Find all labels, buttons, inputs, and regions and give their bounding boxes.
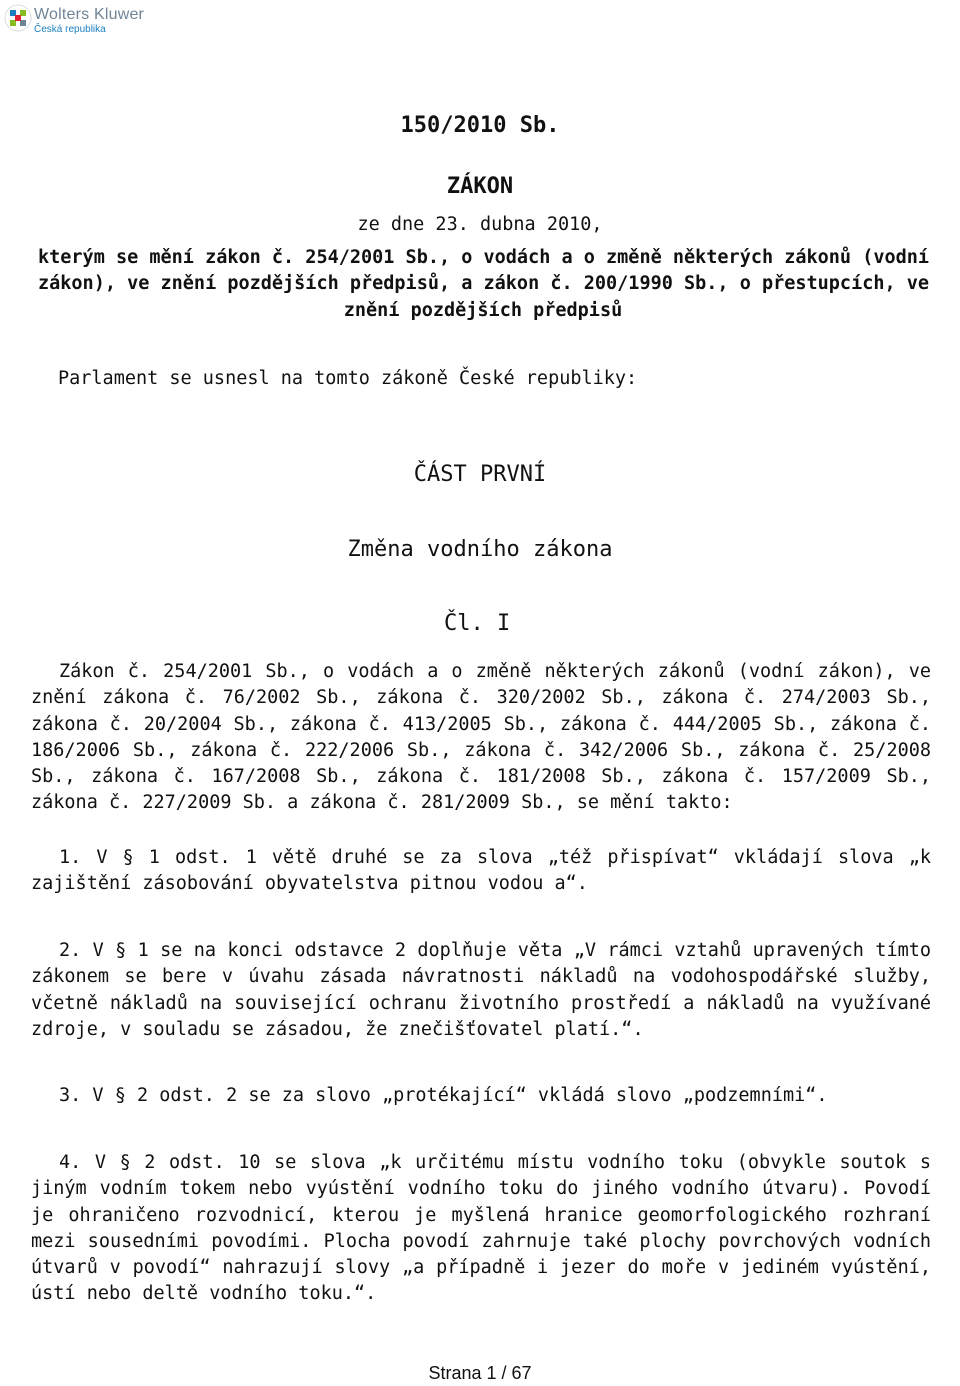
parliament-statement: Parlament se usnesl na tomto zákoně České republiky:: [58, 368, 638, 389]
law-number: 150/2010 Sb.: [400, 113, 560, 138]
wolters-kluwer-logo-icon: [4, 4, 32, 32]
paragraph-line: 4. V § 2 odst. 10 se slova „k určitému místu vodního toku (obvykle soutok s: [59, 1152, 931, 1173]
paragraph-line: zajištění zásobování obyvatelstva pitnou vodou a“.: [31, 873, 588, 895]
paragraph-line: ústí nebo deltě vodního toku.“.: [31, 1283, 377, 1305]
paragraph-line: 2. V § 1 se na konci odstavce 2 doplňuje věta „V rámci vztahů upravených tímto: [59, 940, 931, 961]
law-intro: [38, 245, 928, 324]
brand-subtitle: Česká republika: [34, 24, 106, 35]
part-title: ČÁST PRVNÍ: [413, 462, 547, 487]
paragraph-line: jiným vodním tokem nebo vyústění vodního toku do jiného vodního útvaru). Povodí: [31, 1178, 931, 1200]
paragraph-line: zdroje, v souladu se zásadou, že znečišťovatel platí.“.: [31, 1018, 644, 1040]
intro-line: zákon), ve znění pozdějších předpisů, a zákon č. 200/1990 Sb., o přestupcích, ve: [38, 273, 930, 295]
intro-line: kterým se mění zákon č. 254/2001 Sb., o vodách a o změně některých zákonů (vodní: [38, 247, 930, 268]
law-date: ze dne 23. dubna 2010,: [357, 214, 603, 235]
paragraph-line: zákonem se bere v úvahu zásada návratnosti nákladů na vodohospodářské služby,: [31, 966, 931, 988]
paragraph-line: 186/2006 Sb., zákona č. 222/2006 Sb., zákona č. 342/2006 Sb., zákona č. 25/2008: [31, 739, 931, 761]
amended-law-paragraph: [31, 659, 931, 817]
amendment-point-2: [31, 938, 931, 1043]
amendment-point-1: [31, 845, 931, 898]
brand-name: Wolters Kluwer: [34, 6, 145, 23]
paragraph-line: Zákon č. 254/2001 Sb., o vodách a o změně některých zákonů (vodní zákon), ve: [59, 661, 931, 682]
paragraph-line: Sb., zákona č. 167/2008 Sb., zákona č. 181/2008 Sb., zákona č. 157/2009 Sb.,: [31, 766, 931, 788]
paragraph-line: včetně nákladů na související ochranu životního prostředí a nákladů na využívané: [31, 992, 931, 1014]
paragraph-line: 3. V § 2 odst. 2 se za slovo „protékající“ vkládá slovo „podzemními“.: [59, 1085, 828, 1106]
paragraph-line: zákona č. 20/2004 Sb., zákona č. 413/2005 Sb., zákona č. 444/2005 Sb., zákona č.: [31, 713, 931, 735]
paragraph-line: je ohraničeno rozvodnicí, kterou je myšlená hranice geomorfologického rozhraní: [31, 1204, 931, 1226]
paragraph-line: znění zákona č. 76/2002 Sb., zákona č. 320/2002 Sb., zákona č. 274/2003 Sb.,: [31, 687, 931, 709]
part-subtitle: Změna vodního zákona: [347, 537, 613, 562]
paragraph-line: útvarů v povodí“ nahrazují slovy „a případně i jezer do moře v jediném vyústění,: [31, 1257, 931, 1279]
paragraph-line: zákona č. 227/2009 Sb. a zákona č. 281/2009 Sb., se mění takto:: [31, 792, 733, 814]
intro-line: znění pozdějších předpisů: [343, 299, 623, 321]
paragraph-line: 1. V § 1 odst. 1 větě druhé se za slova „též přispívat“ vkládají slova „k: [59, 847, 931, 868]
amendment-point-3: [31, 1083, 931, 1109]
page-number: Strana 1 / 67: [428, 1363, 532, 1383]
law-type: ZÁKON: [446, 174, 514, 199]
article-heading: Čl. I: [444, 611, 511, 636]
wolters-kluwer-logo: [4, 4, 164, 38]
amendment-point-4: [31, 1150, 931, 1308]
paragraph-line: mezi sousedními povodími. Plocha povodí zahrnuje také plochy povrchových vodních: [31, 1230, 931, 1252]
